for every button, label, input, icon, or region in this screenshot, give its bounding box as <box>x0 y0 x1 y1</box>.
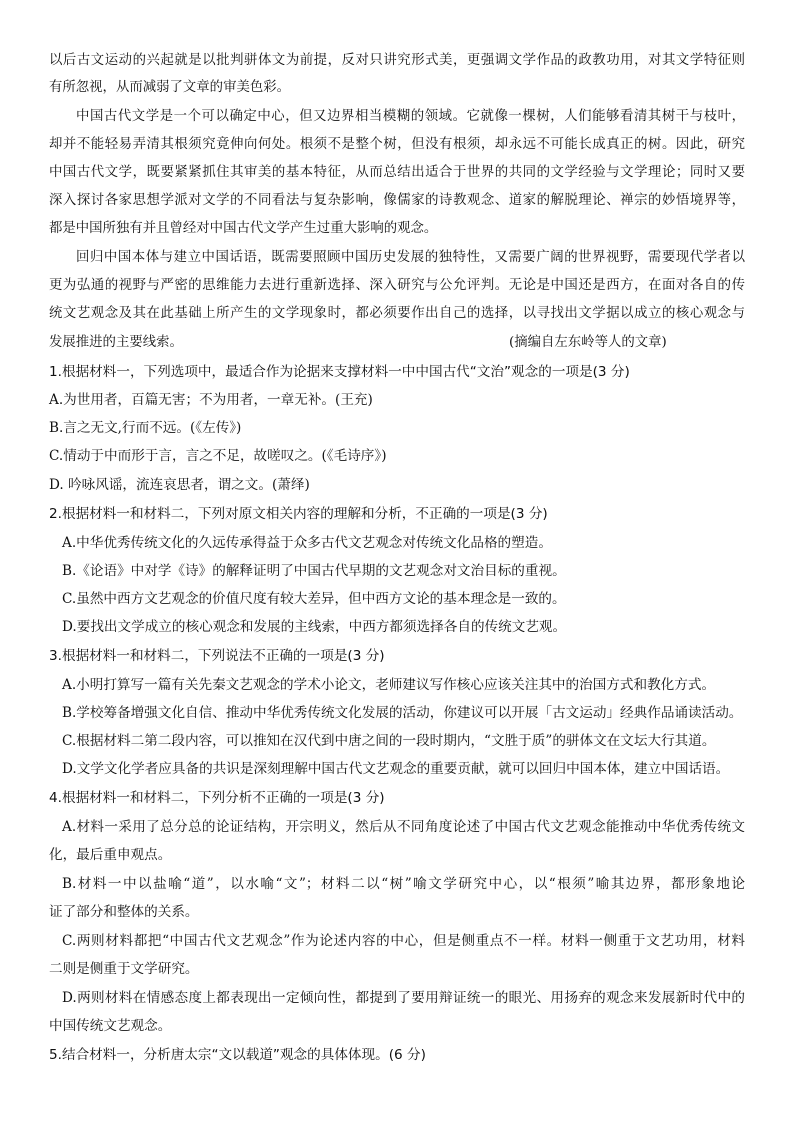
option-1d: D. 吟咏风谣，流连哀思者，谓之文。(萧绎) <box>49 477 310 493</box>
question-stem-5: 5.结合材料一，分析唐太宗“文以载道”观念的具体体现。(6 分) <box>49 1047 426 1063</box>
option-4a: A.材料一采用了总分总的论证结构，开宗明义，然后从不同角度论述了中国古代文艺观念能推动中华优秀传统文 <box>62 819 745 835</box>
option-2c: C.虽然中西方文艺观念的价值尺度有较大差异，但中西方文论的基本理念是一致的。 <box>62 591 566 607</box>
passage-line: 深入探讨各家思想学派对文学的不同看法与复杂影响，像儒家的诗教观念、道家的解脱理论、禅宗的妙悟境界等， <box>49 193 745 208</box>
option-4b-cont: 证了部分和整体的关系。 <box>49 904 199 920</box>
passage-line: 中国古代文学是一个可以确定中心，但又边界相当模糊的领域。它就像一棵树，人们能够看清其树干与枝叶， <box>76 109 745 124</box>
option-3c: C.根据材料二第二段内容，可以推知在汉代到中唐之间的一段时期内，“文胜于质”的骈体文在文坛大行其道。 <box>62 733 716 749</box>
passage-source: (摘编自左东岭等人的文章) <box>509 335 667 350</box>
option-3d: D.文学文化学者应具备的共识是深刻理解中国古代文艺观念的重要贡献，就可以回归中国本体，建立中国话语。 <box>62 761 730 777</box>
option-2a: A.中华优秀传统文化的久远传承得益于众多古代文艺观念对传统文化品格的塑造。 <box>62 535 552 551</box>
option-2d: D.要找出文学成立的核心观念和发展的主线索，中西方都须选择各自的传统文艺观。 <box>62 619 567 635</box>
question-stem-3: 3.根据材料一和材料二，下列说法不正确的一项是(3 分) <box>49 648 385 664</box>
passage-line: 却并不能轻易弄清其根须究竟伸向何处。根须不是整个树，但没有根须，却永远不可能长成真正的树。因此，研究 <box>49 137 745 152</box>
passage-line: 发展推进的主要线索。 <box>49 335 183 350</box>
option-1a: A.为世用者，百篇无害；不为用者，一章无补。(王充) <box>49 392 373 408</box>
passage-line: 中国古代文学，既要紧紧抓住其审美的基本特征，从而总结出适合于世界的共同的文学经验与文学理论；同时又要 <box>49 165 745 180</box>
option-2b: B.《论语》中对学《诗》的解释证明了中国古代早期的文艺观念对文治目标的重视。 <box>62 563 566 579</box>
option-4a-cont: 化，最后重申观点。 <box>49 847 172 863</box>
option-1b: B.言之无文,行而不远。(《左传》) <box>49 420 242 436</box>
option-4b: B.材料一中以盐喻“道”，以水喻“文”；材料二以“树”喻文学研究中心，以“根须”喻其边界，都形象地论 <box>62 876 745 892</box>
passage-line: 都是中国所独有并且曾经对中国古代文学产生过重大影响的观念。 <box>49 221 438 236</box>
passage-line: 更为弘通的视野与严密的思维能力去进行重新选择、深入研究与公允评判。无论是中国还是西方，在面对各自的传 <box>49 278 745 293</box>
option-4c-cont: 二则是侧重于文学研究。 <box>49 961 199 977</box>
option-1c: C.情动于中而形于言，言之不足，故嗟叹之。(《毛诗序》) <box>49 448 387 464</box>
passage-line: 以后古文运动的兴起就是以批判骈体文为前提，反对只讲究形式美，更强调文学作品的政教功用，对其文学特征则 <box>49 53 745 68</box>
question-stem-1: 1.根据材料一，下列选项中，最适合作为论据来支撑材料一中中国古代“文治”观念的一项是(3 分) <box>49 364 630 380</box>
option-3a: A.小明打算写一篇有关先秦文艺观念的学术小论文，老师建议写作核心应该关注其中的治国方式和教化方式。 <box>62 677 716 693</box>
passage-line: 有所忽视，从而减弱了文章的审美色彩。 <box>49 80 291 95</box>
option-4d-cont: 中国传统文艺观念。 <box>49 1018 172 1034</box>
option-3b: B.学校筹备增强文化自信、推动中华优秀传统文化发展的活动，你建议可以开展「古文运动」经典作品诵读活动。 <box>62 705 743 721</box>
question-stem-2: 2.根据材料一和材料二，下列对原文相关内容的理解和分析，不正确的一项是(3 分) <box>49 506 548 522</box>
passage-line: 回归中国本体与建立中国话语，既需要照顾中国历史发展的独特性，又需要广阔的世界视野，需要现代学者以 <box>76 250 745 265</box>
option-4c: C.两则材料都把“中国古代文艺观念”作为论述内容的中心，但是侧重点不一样。材料一侧重于文艺功用，材料 <box>62 933 745 949</box>
question-stem-4: 4.根据材料一和材料二，下列分析不正确的一项是(3 分) <box>49 790 385 806</box>
option-4d: D.两则材料在情感态度上都表现出一定倾向性，都提到了要用辩证统一的眼光、用扬弃的观念来发展新时代中的 <box>62 990 745 1006</box>
passage-line: 统文艺观念及其在此基础上所产生的文学现象时，都必须要作出自己的选择，以寻找出文学据以成立的核心观念与 <box>49 306 745 321</box>
